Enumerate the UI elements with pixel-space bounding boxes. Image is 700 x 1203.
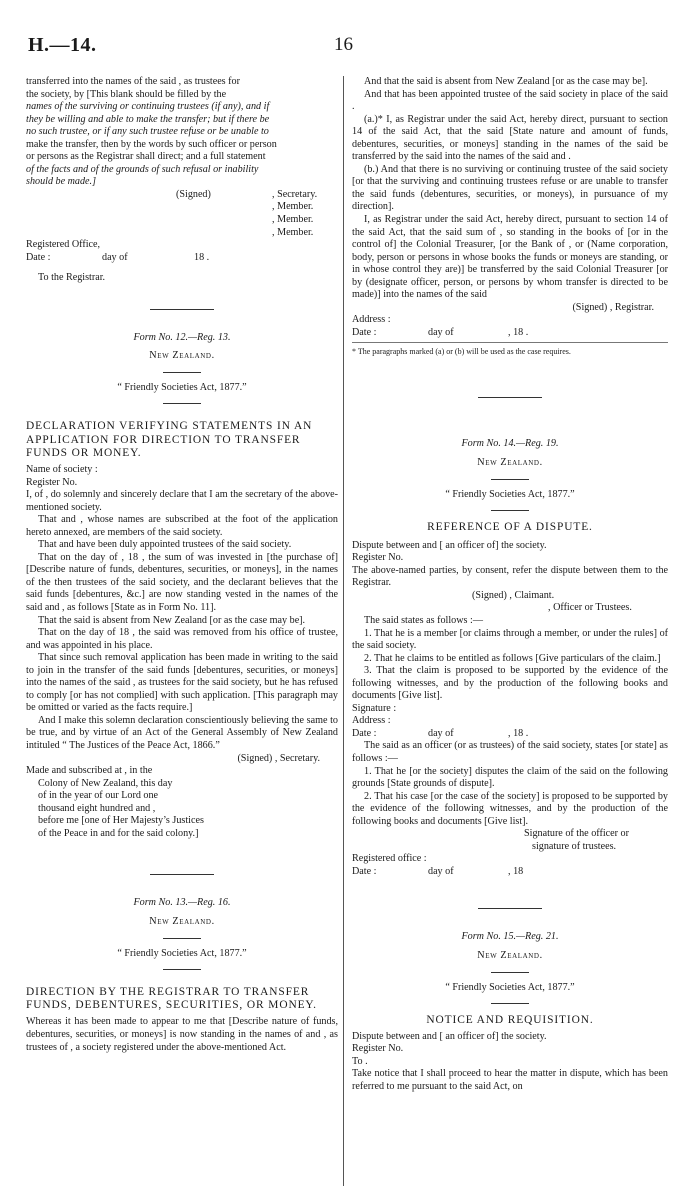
page-header xyxy=(28,0,672,58)
section-rule xyxy=(150,874,214,875)
jurat-line: Colony of New Zealand, this day xyxy=(38,777,173,789)
form-12 xyxy=(26,332,338,841)
direction-paragraph: And that the said is absent from New Zealand [or as the case may be]. xyxy=(364,76,648,87)
parliamentary-paper-ref: H.—14. xyxy=(28,34,97,56)
form-number: Form No. 13.—Reg. 16. xyxy=(133,897,231,909)
claim-item: 1. That he is a member [or claims through a member, or under the rules] of the said society. xyxy=(352,627,668,652)
direction-paragraph: (b.) And that there is no surviving or continuing trustee of the said society [or that the surviving and continuing trustees refuse or are unable to transfer the said funds (debentures, securities, or moneys), in pursuance of my direction]. xyxy=(352,163,668,213)
short-rule xyxy=(491,972,529,973)
form-14 xyxy=(352,438,668,878)
signatory-member: , Member. xyxy=(272,214,314,226)
signature-label: Signature : xyxy=(352,702,397,714)
notice-to: To . xyxy=(352,1055,368,1067)
short-rule xyxy=(163,938,201,939)
text-line: they be willing and able to make the transfer; but if there be xyxy=(26,113,270,125)
text-line: transferred into the names of the said , as trustees for xyxy=(26,76,240,87)
direction-paragraph: Whereas it has been made to appear to me that [Describe nature of funds, debentures, securities, or moneys] is now standing in the names of and , as trustees of , a society registered under the above-mentioned Act. xyxy=(26,1016,338,1053)
date-label: Date : xyxy=(26,251,51,263)
text-line: make the transfer, then by the words by such officer or person xyxy=(26,138,277,150)
direction-paragraph: (a.)* I, as Registrar under the said Act, hereby direct, pursuant to section 14 of the said Act, that the said [State nature and amount of funds, debentures, securities, or moneys] standing in the names of the said be transferred by the said into the names of the said and . xyxy=(352,113,668,163)
form-heading: DECLARATION VERIFYING STATEMENTS IN AN APPLICATION FOR DIRECTION TO TRANSFER FUNDS OR MONEY. xyxy=(26,420,313,459)
section-rule xyxy=(478,908,542,909)
transfer-intro xyxy=(26,76,338,189)
day-of-label: day of xyxy=(428,865,454,877)
new-zealand-heading: New Zealand. xyxy=(149,350,215,362)
registered-office-label: Registered office : xyxy=(352,853,427,865)
act-title: “ Friendly Societies Act, 1877.” xyxy=(117,381,247,393)
year-label: , 18 . xyxy=(508,326,529,338)
act-title: “ Friendly Societies Act, 1877.” xyxy=(117,947,247,959)
jurat-line: of in the year of our Lord one xyxy=(38,790,159,802)
defence-item: 1. That he [or the society] disputes the claim of the said on the following grounds [State grounds of dispute]. xyxy=(352,765,668,790)
short-rule xyxy=(491,510,529,511)
states-as-follows: The said states as follows :— xyxy=(364,614,483,626)
reference-intro: The above-named parties, by consent, refer the dispute between them to the Registrar. xyxy=(352,564,668,589)
officer-or-trustees: , Officer or Trustees. xyxy=(548,602,632,614)
defence-item: 2. That his case [or the case of the society] is proposed to be supported by the evidence of the following witnesses, and by the production of the following books and documents [Give list]. xyxy=(352,790,668,827)
year-label: 18 . xyxy=(194,251,210,263)
declaration-paragraph: That and have been duly appointed trustees of the said society. xyxy=(38,539,292,551)
date-row xyxy=(26,252,338,265)
claim-item: 3. That the claim is proposed to be supported by the evidence of the following witnesses, and by the production of the following books and documents [Give list]. xyxy=(352,665,668,702)
page-number: 16 xyxy=(334,34,353,55)
form-15 xyxy=(352,931,668,1093)
register-no: Register No. xyxy=(26,476,78,488)
date-row xyxy=(352,728,668,741)
form-number: Form No. 14.—Reg. 19. xyxy=(461,438,559,450)
signed-row xyxy=(26,189,338,202)
footnote-rule xyxy=(352,342,668,343)
signed-registrar: (Signed) , Registrar. xyxy=(572,301,654,313)
declaration-paragraph: That on the day of 18 , the said was removed from his office of trustee, and was appointed in his place. xyxy=(26,627,338,651)
date-label: Date : xyxy=(352,326,377,338)
new-zealand-heading: New Zealand. xyxy=(477,457,543,469)
short-rule xyxy=(163,372,201,373)
jurat xyxy=(26,765,276,840)
left-column xyxy=(26,76,338,1054)
section-rule xyxy=(478,397,542,398)
text-line: no such trustee, or if any such trustee refuse or be unable to xyxy=(26,126,269,138)
notice-paragraph: Take notice that I shall proceed to hear the matter in dispute, which has been referred to me pursuant to the said Act, on xyxy=(352,1068,668,1092)
declaration-paragraph: I, of , do solemnly and sincerely declare that I am the secretary of the above-mentioned society. xyxy=(26,489,338,513)
officer-states: The said as an officer (or as trustees) of the said society, states [or state] as follows :— xyxy=(352,740,668,764)
year-label: , 18 xyxy=(508,865,524,877)
footnote: * The paragraphs marked (a) or (b) will be used as the case requires. xyxy=(352,347,571,357)
act-title: “ Friendly Societies Act, 1877.” xyxy=(445,981,575,993)
text-line: names of the surviving or continuing trustees (if any), and if xyxy=(26,101,270,113)
section-rule xyxy=(150,309,214,310)
name-of-society: Name of society : xyxy=(26,464,98,475)
signed-label: (Signed) xyxy=(176,188,211,200)
date-label: Date : xyxy=(352,727,377,739)
declaration-paragraph: And I make this solemn declaration conscientiously believing the same to be true, and by virtue of an Act of the General Assembly of New Zealand intituled “ The Justices of the Peace Act, 1866.” xyxy=(26,714,338,752)
declaration-paragraph: That on the day of , 18 , the sum of was invested in [the purchase of] [Describe nature of funds, debentures, securities, or moneys], in the names of the then trustees of the said society, and the declarant believes that the said funds [debentures, &c.] are now standing vested in the names of the said and , as follows [State as in Form No. 11]. xyxy=(26,551,338,614)
signed-row xyxy=(26,201,338,214)
act-title: “ Friendly Societies Act, 1877.” xyxy=(445,488,575,500)
form-heading: REFERENCE OF A DISPUTE. xyxy=(427,521,593,534)
register-no: Register No. xyxy=(352,552,404,564)
signature-officer: Signature of the officer or xyxy=(524,828,629,840)
signed-claimant: (Signed) , Claimant. xyxy=(472,589,555,601)
date-label: Date : xyxy=(352,865,377,877)
to-registrar: To the Registrar. xyxy=(38,272,106,284)
day-of-label: day of xyxy=(428,326,454,338)
text-line: the society, by [This blank should be filled by the xyxy=(26,88,227,100)
signed-row xyxy=(26,214,338,227)
jurat-line: thousand eight hundred and , xyxy=(38,802,156,814)
address-label: Address : xyxy=(352,314,391,326)
new-zealand-heading: New Zealand. xyxy=(149,915,215,927)
new-zealand-heading: New Zealand. xyxy=(477,949,543,961)
short-rule xyxy=(163,403,201,404)
text-line: of the facts and of the grounds of such refusal or inability xyxy=(26,163,259,175)
address-label: Address : xyxy=(352,715,391,727)
declaration-paragraph: That since such removal application has been made in writing to the said to join in the transfer of the said funds [debentures, securities, or moneys] into the names of the said , as trustees for the said society, but he has refused to comply [or has not complied] with such application. [This paragraph may be omitted or varied as the facts require.] xyxy=(26,652,338,714)
day-of-label: day of xyxy=(428,727,454,739)
claim-item: 2. That he claims to be entitled as follows [Give particulars of the claim.] xyxy=(364,652,661,664)
right-column xyxy=(352,76,668,1093)
form-number: Form No. 12.—Reg. 13. xyxy=(133,331,231,343)
signature-trustees: signature of trustees. xyxy=(532,840,617,852)
short-rule xyxy=(491,479,529,480)
form-13 xyxy=(26,897,338,1054)
text-line: or persons as the Registrar shall direct; and a full statement xyxy=(26,151,266,163)
declaration-paragraph: That and , whose names are subscribed at the foot of the application hereto annexed, are members of the said society. xyxy=(26,514,338,538)
short-rule xyxy=(163,969,201,970)
signatory-member: , Member. xyxy=(272,201,314,213)
register-no: Register No. xyxy=(352,1043,404,1055)
date-row xyxy=(352,327,668,340)
jurat-line: of the Peace in and for the said colony.] xyxy=(38,827,199,839)
day-of-label: day of xyxy=(102,251,128,263)
declaration-paragraph: That the said is absent from New Zealand [or as the case may be]. xyxy=(38,614,306,626)
signatory-secretary: , Secretary. xyxy=(272,188,318,200)
signatory-member: , Member. xyxy=(272,226,314,238)
registered-office-label: Registered Office, xyxy=(26,239,101,251)
short-rule xyxy=(491,1003,529,1004)
form-number: Form No. 15.—Reg. 21. xyxy=(461,931,559,943)
direction-paragraph: I, as Registrar under the said Act, hereby direct, pursuant to section 14 of the said Act, that the said sum of , so standing in the books of [or in the control of] the Colonial Treasurer, [or the Bank of , or (Name corporation, body, person or persons in whose books the funds or moneys are standing, or in whose control they are)] be transferred by the said Colonial Treasurer [or by (designate officer, person, or persons by whom transfer is directed to be made)] into the names of the said xyxy=(352,214,668,301)
column-divider xyxy=(343,76,344,1186)
signed-row xyxy=(26,227,338,240)
jurat-line: before me [one of Her Majesty’s Justices xyxy=(38,815,204,827)
dispute-between: Dispute between and [ an officer of] the society. xyxy=(352,1030,547,1042)
text-line: should be made.] xyxy=(26,176,97,188)
date-row xyxy=(352,866,668,879)
form-heading: NOTICE AND REQUISITION. xyxy=(426,1014,594,1027)
jurat-line: Made and subscribed at , in the xyxy=(26,765,153,777)
signed-secretary: (Signed) , Secretary. xyxy=(237,752,320,764)
year-label: , 18 . xyxy=(508,727,529,739)
direction-paragraph: And that has been appointed trustee of the said society in place of the said . xyxy=(352,88,668,113)
dispute-between: Dispute between and [ an officer of] the society. xyxy=(352,539,547,551)
form-heading: DIRECTION BY THE REGISTRAR TO TRANSFER FUNDS, DEBENTURES, SECURITIES, OR MONEY. xyxy=(26,986,317,1012)
